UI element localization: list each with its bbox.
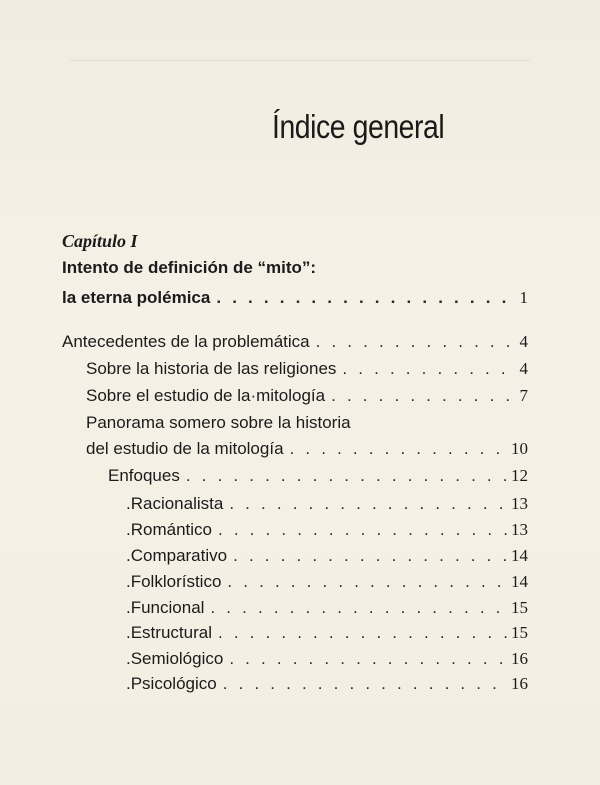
toc-entry-label: .Folklorístico: [126, 572, 222, 591]
toc-entry-label: .Semiológico: [126, 649, 224, 668]
dot-leader: [210, 598, 507, 618]
toc-entry-label: .Funcional: [126, 598, 205, 617]
toc-entry[interactable]: [126, 598, 528, 618]
dot-leader: [227, 572, 507, 592]
dot-leader: [229, 649, 507, 669]
toc-entry[interactable]: [126, 623, 528, 643]
toc-entry-label: .Psicológico: [126, 674, 217, 693]
dot-leader: [186, 466, 507, 486]
dot-leader: [342, 359, 515, 379]
show-through-rule: [70, 60, 530, 61]
toc-page-number: 7: [519, 386, 528, 405]
dot-leader: [290, 439, 507, 459]
toc-entry-label: .Racionalista: [126, 494, 224, 513]
toc-entry[interactable]: [108, 466, 528, 486]
toc-entry-label: la eterna polémica: [62, 288, 211, 307]
toc-entry[interactable]: [126, 546, 528, 566]
toc-page-number: 14: [511, 546, 528, 565]
toc-entry-label: .Comparativo: [126, 546, 228, 565]
dot-leader: [316, 332, 516, 352]
toc-entry-chapter[interactable]: [62, 288, 528, 308]
dot-leader: [229, 494, 507, 514]
toc-entry[interactable]: [126, 520, 528, 540]
toc-page-number: 10: [511, 439, 528, 458]
page-title: Índice general: [272, 108, 445, 145]
dot-leader: [218, 520, 507, 540]
toc-page-number: 4: [519, 332, 528, 351]
toc-entry-label: Sobre el estudio de la·mitología: [86, 386, 326, 405]
toc-entry[interactable]: [126, 572, 528, 592]
toc-entry-label: .Estructural: [126, 623, 212, 642]
toc-page-number: 4: [519, 359, 528, 378]
toc-entry-label-line-1: Panorama somero sobre la historia: [86, 413, 351, 432]
toc-entry[interactable]: [86, 359, 528, 379]
toc-entry[interactable]: [126, 494, 528, 514]
toc-entry[interactable]: [126, 649, 528, 669]
dot-leader: [218, 623, 507, 643]
toc-page-number: 16: [511, 649, 528, 668]
toc-entry[interactable]: [86, 439, 528, 459]
chapter-title-line-1: Intento de definición de “mito”:: [62, 258, 317, 277]
toc-entry-label: Antecedentes de la problemática: [62, 332, 310, 351]
toc-entry[interactable]: [62, 332, 528, 352]
toc-page-number: 14: [511, 572, 528, 591]
toc-page-number: 12: [511, 466, 528, 485]
toc-page-number: 15: [511, 598, 528, 617]
toc-page-number: 13: [511, 494, 528, 513]
dot-leader: [331, 386, 515, 406]
chapter-label: Capítulo I: [62, 231, 138, 251]
toc-entry-label: Enfoques: [108, 466, 180, 485]
toc-page-number: 13: [511, 520, 528, 539]
dot-leader: [216, 288, 515, 308]
toc-page-number: 1: [519, 288, 528, 307]
toc-entry[interactable]: [126, 674, 528, 694]
toc-entry-label: .Romántico: [126, 520, 212, 539]
dot-leader: [223, 674, 507, 694]
toc-page-number: 15: [511, 623, 528, 642]
toc-page-number: 16: [511, 674, 528, 693]
dot-leader: [233, 546, 507, 566]
toc-entry-label: del estudio de la mitología: [86, 439, 284, 458]
toc-entry-label: Sobre la historia de las religiones: [86, 359, 337, 378]
toc-entry[interactable]: [86, 386, 528, 406]
